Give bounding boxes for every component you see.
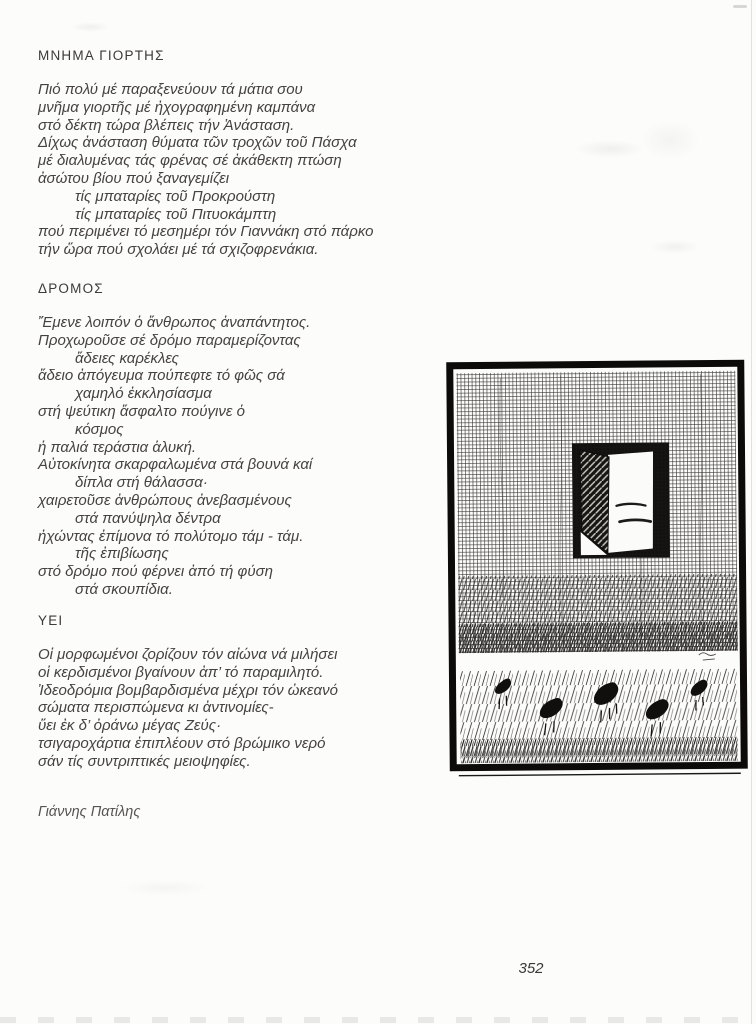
scan-smudge — [640, 120, 700, 160]
poem-title: ΥΕΙ — [38, 613, 64, 628]
scan-corner-mark — [733, 5, 747, 8]
scan-smudge — [70, 22, 110, 32]
poem-line: στό δέκτη τώρα βλέπεις τήν Ἀνάσταση. — [38, 116, 295, 134]
poem-line: χαμηλό ἐκκλησίασμα — [75, 385, 212, 403]
poem-line: ἄδειο ἀπόγευμα πούπεφτε τό φῶς σά — [38, 367, 285, 385]
poem-line: Πιό πολύ μέ παραξενεύουν τά μάτια σου — [38, 81, 303, 98]
poem-line: μνῆμα γιορτῆς μέ ἠχογραφημένη καμπάνα — [38, 98, 316, 116]
poem-line: δίπλα στή θάλασσα· — [75, 474, 208, 492]
poem-line: ἀσώτου βίου πού ξαναγεμίζει — [38, 169, 230, 187]
poem-line: χαιρετοῦσε ἀνθρώπους ἀνεβασμένους — [38, 491, 292, 509]
poem-line: Οἱ μορφωμένοι ζορίζουν τόν αἰώνα νά μιλήσει — [38, 646, 338, 663]
scan-smudge — [650, 240, 700, 254]
poem-body — [38, 314, 312, 599]
door-illustration — [440, 325, 750, 780]
poem-line: τῆς ἐπιβίωσης — [75, 545, 169, 563]
poem-line: Δίχως ἀνάσταση θύματα τῶν τροχῶν τοῦ Πάσχα — [38, 134, 357, 152]
poem-line: στή ψεύτικη ἄσφαλτο πούγινε ὁ — [38, 402, 245, 420]
poem-line: Προχωροῦσε σέ δρόμο παραμερίζοντας — [38, 331, 301, 349]
scan-edge-line — [751, 0, 752, 1024]
poem-line: ὕει ἐκ δ’ ὀράνω μέγας Ζεύς· — [38, 717, 222, 735]
author-name: Γιάννης Πατίλης — [38, 804, 141, 820]
page-number: 352 — [518, 960, 544, 977]
poem-line: στό δρόμο πού φέρνει ἀπό τή φύση — [38, 563, 273, 581]
scan-bottom-noise — [0, 1017, 756, 1023]
poem-line: στά σκουπίδια. — [75, 580, 173, 598]
poem-body — [38, 81, 373, 259]
frame-underline — [459, 773, 741, 775]
poem-line: στά πανύψηλα δέντρα — [75, 509, 221, 527]
open-door — [572, 442, 670, 558]
poem-mnima-giortis — [38, 48, 373, 259]
poem-line: τίς μπαταρίες τοῦ Προκρούστη — [75, 187, 276, 205]
poem-line: κόσμος — [75, 420, 124, 438]
scan-smudge — [120, 880, 210, 896]
poem-line: σώματα περισπώμενα κι ἀντινομίες- — [38, 699, 274, 717]
poem-line: πού περιμένει τό μεσημέρι τόν Γιαννάκη στό πάρκο — [38, 223, 374, 241]
poem-line: ἠχώντας ἐπίμονα τό πολύτομο τάμ - τάμ. — [38, 527, 304, 545]
scan-smudge — [575, 140, 645, 158]
poem-title: ΔΡΟΜΟΣ — [38, 281, 104, 296]
poem-line: μέ διαλυμένας τάς φρένας σέ ἀκάθεκτη πτώση — [38, 152, 342, 170]
poem-title: ΜΝΗΜΑ ΓΙΟΡΤΗΣ — [38, 48, 165, 63]
poem-line: Ἰδεοδρόμια βομβαρδισμένα μέχρι τόν ὠκεανό — [38, 681, 338, 699]
poem-yei — [38, 613, 338, 771]
poem-line: Αὐτοκίνητα σκαρφαλωμένα στά βουνά καί — [38, 456, 313, 474]
poem-dromos — [38, 281, 312, 599]
poem-line: σάν τίς συντριπτικές μειοψηφίες. — [38, 752, 251, 770]
poem-line: τήν ὥρα πού σχολάει μέ τά σχιζοφρενάκια. — [38, 241, 319, 259]
poem-line: τσιγαροχάρτια ἐπιπλέουν στό βρώμικο νερό — [38, 734, 326, 752]
door-opening — [607, 451, 654, 552]
poem-body — [38, 646, 338, 771]
poem-line: Ἔμενε λοιπόν ὁ ἄνθρωπος ἀναπάντητος. — [38, 314, 311, 331]
poem-line: ἡ παλιά τεράστια ἁλυκή. — [38, 438, 197, 456]
poem-line: ἄδειες καρέκλες — [75, 349, 179, 367]
poem-line: τίς μπαταρίες τοῦ Πιτυοκάμπτη — [75, 205, 277, 223]
poem-line: οἱ κερδισμένοι βγαίνουν ἀπ’ τό παραμιλητό. — [38, 663, 324, 681]
